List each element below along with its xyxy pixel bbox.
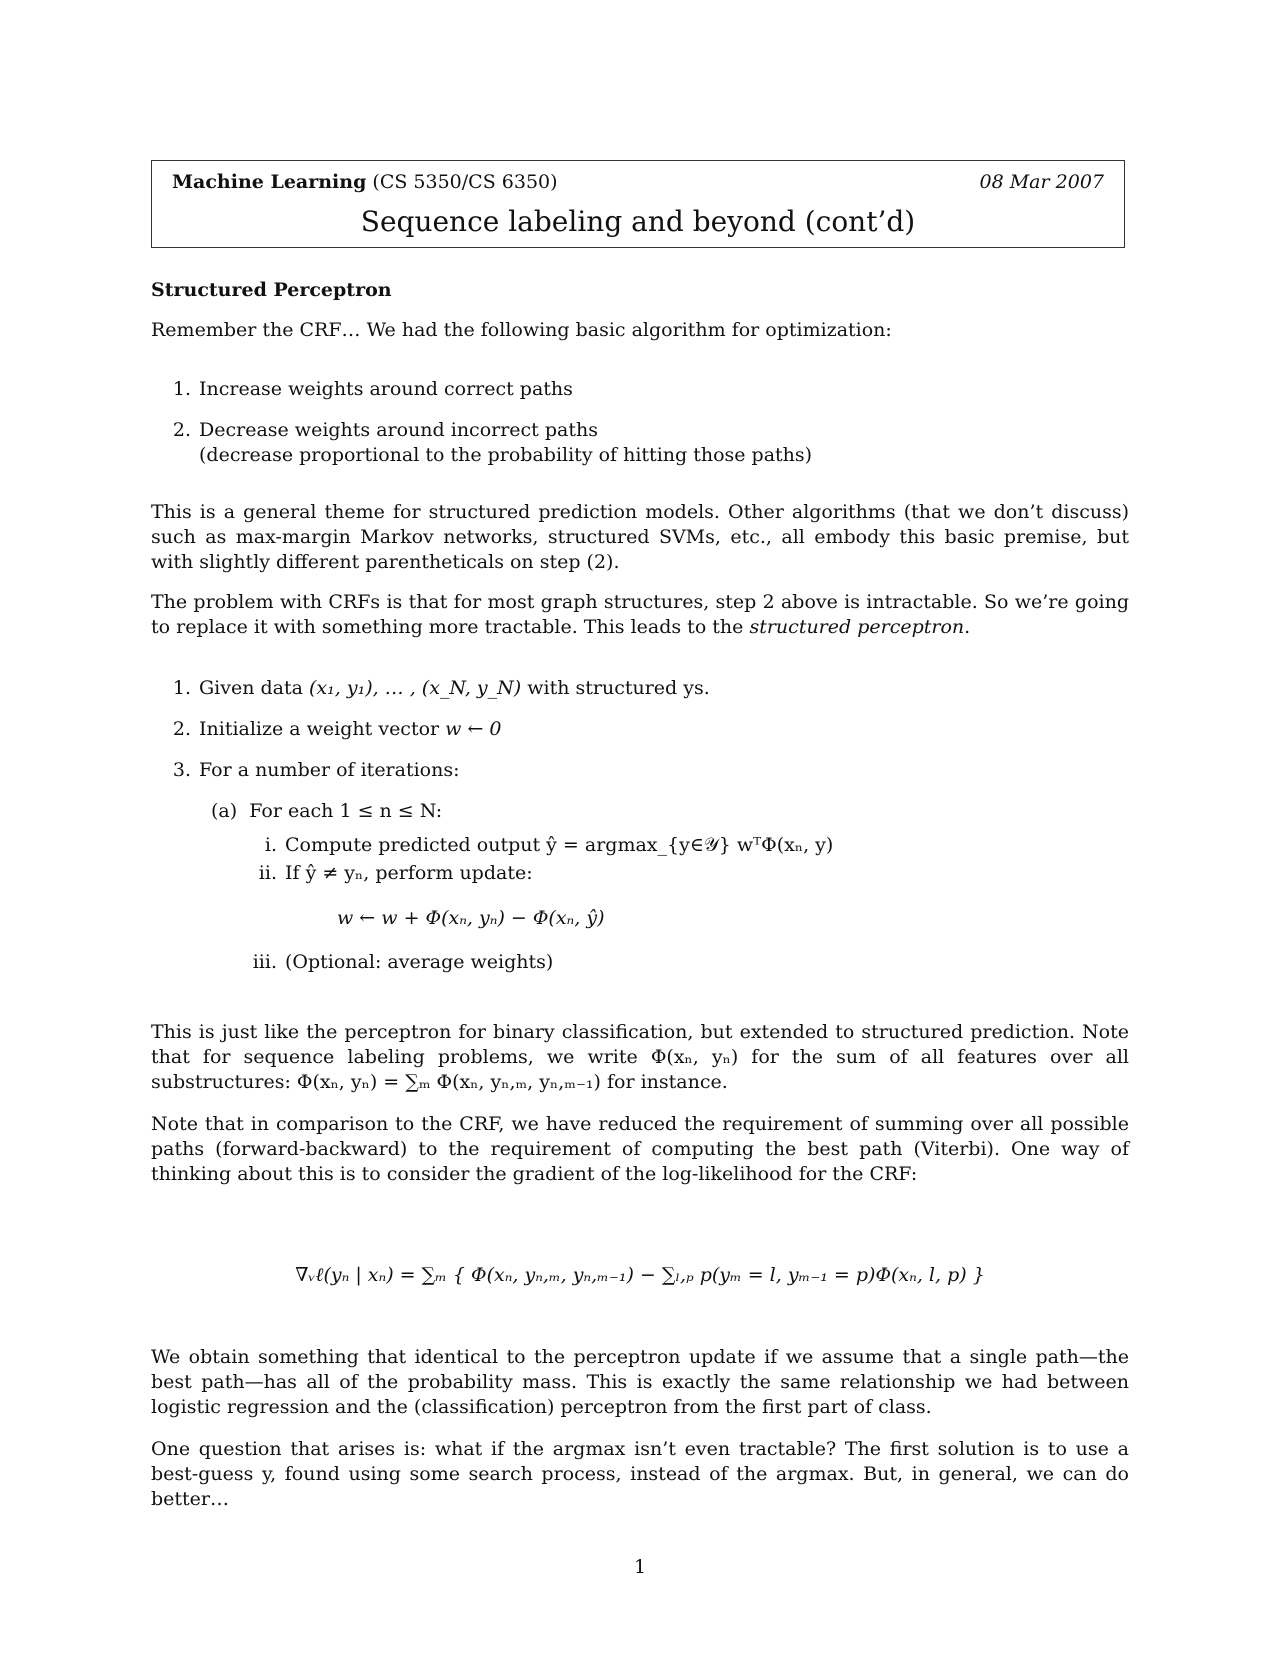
- sublist-text: For each 1 ≤ n ≤ N:: [249, 800, 443, 822]
- para2-emphasis: structured perceptron: [749, 616, 965, 638]
- para2-end: .: [964, 616, 971, 638]
- list-number: 2.: [172, 718, 191, 740]
- paragraph-2: [151, 590, 1129, 640]
- intro-text: Remember the CRF… We had the following basic algorithm for optimization:: [151, 319, 892, 341]
- gradient-equation: ∇ᵥℓ(yₙ | xₙ) = ∑ₘ { Φ(xₙ, yₙ,ₘ, yₙ,ₘ₋₁) − ∑ₗ,ₚ p(yₘ = l, yₘ₋₁ = p)Φ(xₙ, l, p) }: [295, 1264, 985, 1286]
- course-code: (CS 5350/CS 6350): [366, 171, 558, 193]
- list-text-end: with structured ys.: [521, 677, 710, 699]
- sublist-label: (a): [211, 800, 238, 822]
- list-text: Given data: [199, 677, 310, 699]
- subitem-label: i.: [264, 834, 277, 856]
- list-number: 3.: [172, 759, 191, 781]
- sublist-a: [211, 799, 442, 824]
- paragraph-3: This is just like the perceptron for binary classification, but extended to structured prediction. Note that for sequence labeling problems, we write Φ(xₙ, yₙ) for the sum of all features over all substructures: Φ(xₙ, yₙ) = ∑ₘ Φ(xₙ, yₙ,ₘ, yₙ,ₘ₋₁) for instance.: [151, 1021, 1129, 1093]
- data-math: (x₁, y₁), … , (x_N, y_N): [309, 677, 522, 699]
- init-math: w ← 0: [445, 718, 502, 740]
- subitem-text: Compute predicted output ŷ = argmax_{y∈𝒴} wᵀΦ(xₙ, y): [285, 834, 834, 856]
- paragraph-5: We obtain something that identical to the perceptron update if we assume that a single path—the best path—has all of the probability mass. This is exactly the same relationship we had between logistic regression and the (classification) perceptron from the first part of class.: [151, 1346, 1129, 1418]
- subitem-iii: [251, 950, 553, 975]
- course-name: Machine Learning: [172, 171, 367, 193]
- list2-item2: [165, 717, 502, 742]
- list-text: For a number of iterations:: [199, 759, 460, 781]
- header-box: [151, 160, 1125, 248]
- subitem-label: ii.: [258, 862, 277, 884]
- page-number: 1: [633, 1556, 647, 1578]
- list-number: 1.: [172, 677, 191, 699]
- list1-item2-note: (decrease proportional to the probability of hitting those paths): [199, 444, 813, 466]
- list-text: Initialize a weight vector: [199, 718, 446, 740]
- paragraph-4: Note that in comparison to the CRF, we have reduced the requirement of summing over all possible paths (forward-backward) to the requirement of computing the best path (Viterbi). One way of thinking about this is to consider the gradient of the log-likelihood for the CRF:: [151, 1113, 1129, 1185]
- list1-item1: [165, 377, 573, 402]
- list2-item3: [165, 758, 460, 783]
- paragraph-6: One question that arises is: what if the argmax isn’t even tractable? The first solution is to use a best-guess y, found using some search process, instead of the argmax. But, in general, we can do better…: [151, 1438, 1129, 1510]
- list2-item1: [165, 676, 710, 701]
- paragraph-1: This is a general theme for structured prediction models. Other algorithms (that we don’t discuss) such as max-margin Markov networks, structured SVMs, etc., all embody this basic premise, but with slightly different parentheticals on step (2).: [151, 501, 1129, 573]
- subitem-label: iii.: [252, 951, 277, 973]
- subitem-text: If ŷ ≠ yₙ, perform update:: [285, 862, 533, 884]
- subitem-text: (Optional: average weights): [285, 951, 554, 973]
- list1-item2: [165, 418, 598, 443]
- list-number: 2.: [172, 419, 191, 441]
- lecture-title: Sequence labeling and beyond (cont’d): [360, 205, 916, 238]
- section-title: Structured Perceptron: [151, 279, 392, 301]
- subitem-i: [251, 833, 833, 858]
- list-text: Decrease weights around incorrect paths: [199, 419, 598, 441]
- para2-text: The problem with CRFs is that for most graph structures, step 2 above is intractable. So we’re going to replace it with something more tractable. This leads to the: [151, 591, 1129, 638]
- list-number: 1.: [172, 378, 191, 400]
- update-equation: w ← w + Φ(xₙ, yₙ) − Φ(xₙ, ŷ): [337, 907, 605, 929]
- course-label: [172, 171, 558, 193]
- lecture-date: 08 Mar 2007: [979, 171, 1104, 193]
- list-text: Increase weights around correct paths: [199, 378, 573, 400]
- subitem-ii: [251, 861, 533, 886]
